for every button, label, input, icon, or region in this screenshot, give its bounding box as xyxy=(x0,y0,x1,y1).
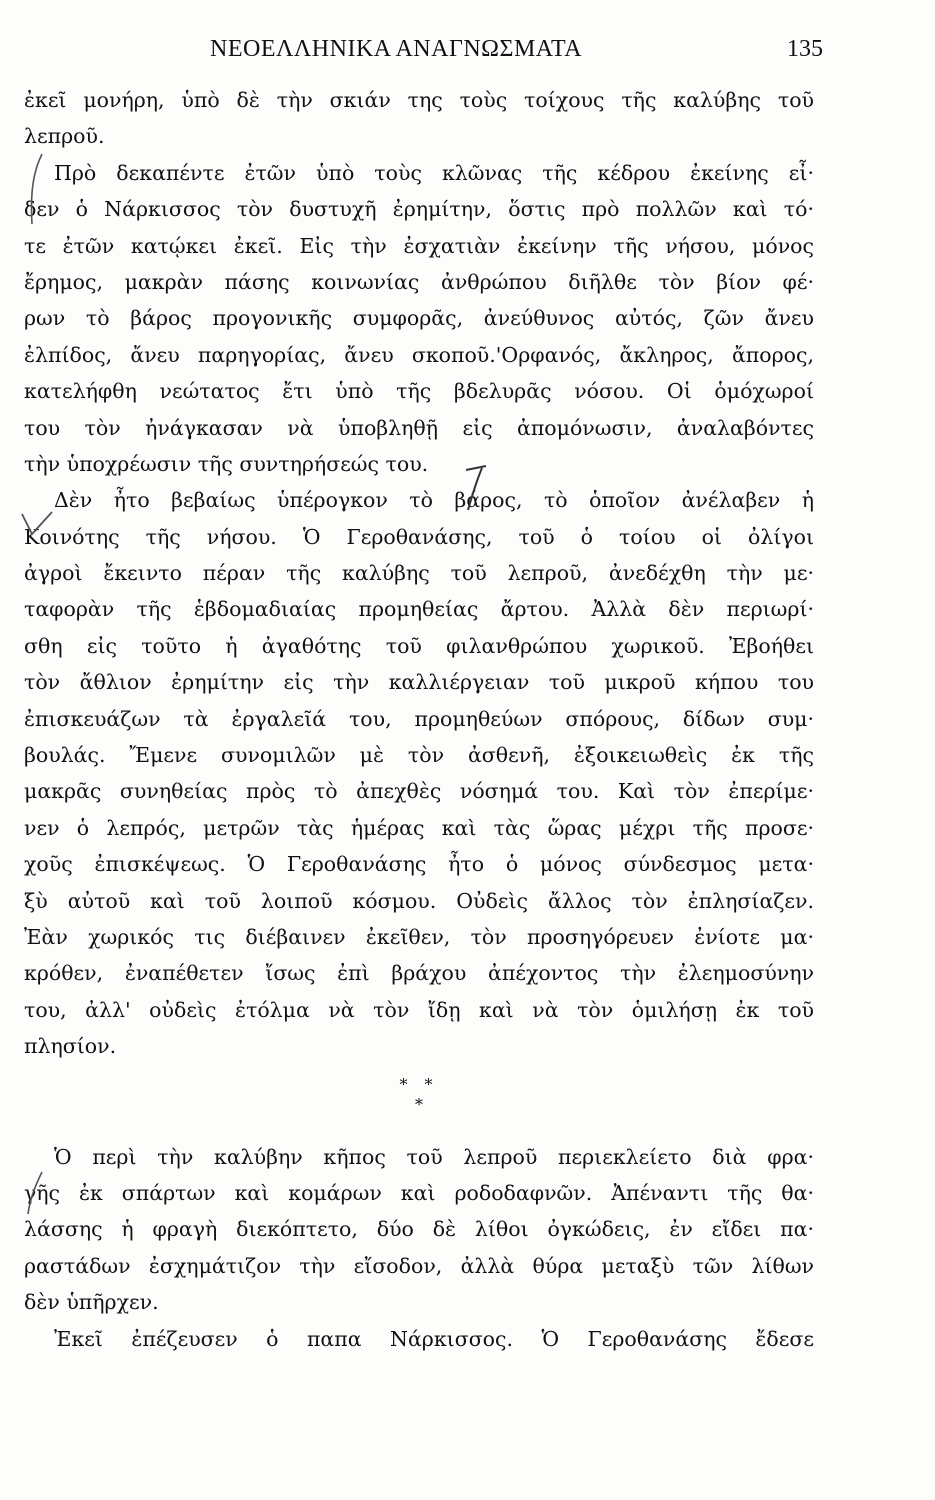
text-line: λάσσης ἡ φραγὴ διεκόπτετο, δύο δὲ λίθοι ὀγκώδεις, ἐν εἴδει πα· xyxy=(24,1217,814,1242)
text-line: πλησίον. xyxy=(24,1034,117,1059)
section-separator xyxy=(24,1065,814,1139)
body-text xyxy=(24,82,814,1357)
text-line: ἐπισκευάζων τὰ ἐργαλεῖά του, προμηθεύων σπόρους, δίδων συμ· xyxy=(24,706,814,731)
text-line: ξὺ αὐτοῦ καὶ τοῦ λοιποῦ κόσμου. Οὐδεὶς ἄλλος τὸν ἐπλησίαζεν. xyxy=(24,888,814,913)
text-line: Ὁ περὶ τὴν καλύβην κῆπος τοῦ λεπροῦ περιεκλείετο διὰ φρα· xyxy=(54,1144,814,1169)
text-line: Ἐὰν χωρικός τις διέβαινεν ἐκεῖθεν, τὸν προσηγόρευεν ἐνίοτε μα· xyxy=(24,924,814,949)
text-line: τὴν ὑποχρέωσιν τῆς συντηρήσεώς του. xyxy=(24,451,429,476)
text-line: ρων τὸ βάρος προγονικῆς συμφορᾶς, ἀνεύθυνος αὐτός, ζῶν ἄνευ xyxy=(24,306,814,331)
text-line: βουλάς. Ἔμενε συνομιλῶν μὲ τὸν ἀσθενῆ, ἐξοικειωθεὶς ἐκ τῆς xyxy=(24,743,814,768)
text-line: γῆς ἐκ σπάρτων καὶ κομάρων καὶ ροδοδαφνῶν. Ἀπέναντι τῆς θα· xyxy=(24,1180,814,1205)
text-line: ἐλπίδος, ἄνευ παρηγορίας, ἄνευ σκοποῦ.'Ορφανός, ἄκληρος, ἄπορος, xyxy=(24,342,814,367)
text-line: σθη εἰς τοῦτο ἡ ἀγαθότης τοῦ φιλανθρώπου χωρικοῦ. Ἐβοήθει xyxy=(24,633,814,658)
text-line: Κοινότης τῆς νήσου. Ὁ Γεροθανάσης, τοῦ ὁ τοίου οἱ ὀλίγοι xyxy=(24,524,814,549)
text-line: ταφορὰν τῆς ἑβδομαδιαίας προμηθείας ἄρτου. Ἀλλὰ δὲν περιωρί· xyxy=(24,597,814,622)
running-head xyxy=(0,36,935,66)
text-line: του τὸν ἠνάγκασαν νὰ ὑποβληθῇ εἰς ἀπομόνωσιν, ἀναλαβόντες xyxy=(24,415,814,440)
text-line: μακρᾶς συνηθείας πρὸς τὸ ἀπεχθὲς νόσημά του. Καὶ τὸν ἐπερίμε· xyxy=(24,779,814,804)
text-line: ἔρημος, μακρὰν πάσης κοινωνίας ἀνθρώπου διῆλθε τὸν βίον φέ· xyxy=(24,269,814,294)
text-line: τε ἐτῶν κατῴκει ἐκεῖ. Εἰς τὴν ἐσχατιὰν ἐκείνην τῆς νήσου, μόνος xyxy=(24,233,814,258)
separator-stars-top: * * xyxy=(399,1074,439,1094)
text-line: κατελήφθη νεώτατος ἔτι ὑπὸ τῆς βδελυρᾶς νόσου. Οἱ ὁμόχωροί xyxy=(24,379,814,404)
text-line: κρόθεν, ἐναπέθετεν ἴσως ἐπὶ βράχου ἀπέχοντος τὴν ἐλεημοσύνην xyxy=(24,961,814,986)
text-line: νεν ὁ λεπρός, μετρῶν τὰς ἡμέρας καὶ τὰς ὥρας μέχρι τῆς προσε· xyxy=(24,815,814,840)
separator-stars-bottom: * xyxy=(415,1094,423,1114)
text-line: Πρὸ δεκαπέντε ἐτῶν ὑπὸ τοὺς κλῶνας τῆς κέδρου ἐκείνης εἶ· xyxy=(54,160,814,185)
page-number: 135 xyxy=(787,36,823,62)
text-line: ἐκεῖ μονήρη, ὑπὸ δὲ τὴν σκιάν της τοὺς τοίχους τῆς καλύβης τοῦ xyxy=(24,88,814,112)
running-title: ΝΕΟΕΛΛΗΝΙΚΑ ΑΝΑΓΝΩΣΜΑΤΑ xyxy=(210,36,583,62)
text-line: Ἐκεῖ ἐπέζευσεν ὁ παπα Νάρκισσος. Ὁ Γεροθανάσης ἔδεσε xyxy=(54,1326,814,1351)
text-line: δὲν ὑπῆρχεν. xyxy=(24,1290,159,1315)
text-line: χοῦς ἐπισκέψεως. Ὁ Γεροθανάσης ἦτο ὁ μόνος σύνδεσμος μετα· xyxy=(24,852,814,877)
text-line: τὸν ἄθλιον ἐρημίτην εἰς τὴν καλλιέργειαν τοῦ μικροῦ κήπου του xyxy=(24,670,814,695)
text-line: δεν ὁ Νάρκισσος τὸν δυστυχῆ ἐρημίτην, ὅστις πρὸ πολλῶν καὶ τό· xyxy=(24,197,814,222)
text-line: ραστάδων ἐσχημάτιζον τὴν εἴσοδον, ἀλλὰ θύρα μεταξὺ τῶν λίθων xyxy=(24,1253,814,1278)
text-line: ἀγροὶ ἔκειντο πέραν τῆς καλύβης τοῦ λεπροῦ, ἀνεδέχθη τὴν με· xyxy=(24,561,814,586)
text-line: του, ἀλλ' οὐδεὶς ἐτόλμα νὰ τὸν ἴδῃ καὶ νὰ τὸν ὁμιλήσῃ ἐκ τοῦ xyxy=(24,997,814,1022)
text-line: λεπροῦ. xyxy=(24,124,105,149)
text-line: Δὲν ἦτο βεβαίως ὑπέρογκον τὸ βάρος, τὸ ὁποῖον ἀνέλαβεν ἡ xyxy=(54,488,814,513)
